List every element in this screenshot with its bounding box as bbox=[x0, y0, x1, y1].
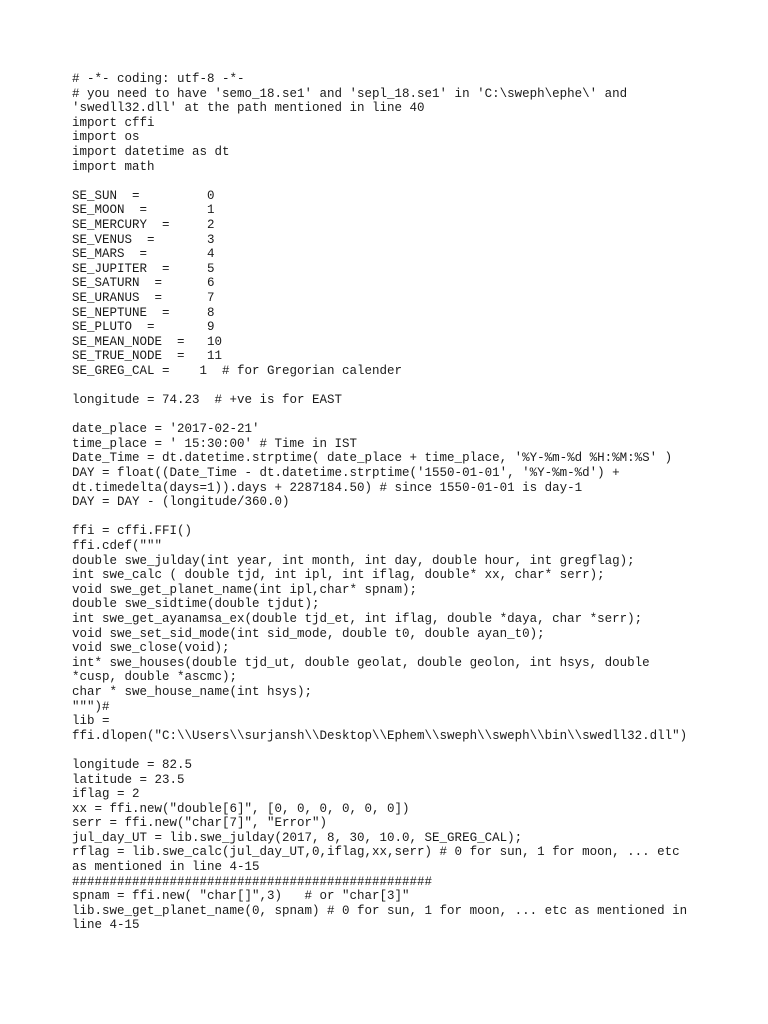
code-line: date_place = '2017-02-21' bbox=[72, 422, 260, 437]
code-line: SE_SATURN = 6 bbox=[72, 276, 215, 291]
code-line: import cffi bbox=[72, 115, 155, 130]
code-line: SE_SUN = 0 bbox=[72, 188, 215, 203]
code-line: xx = ffi.new("double[6]", [0, 0, 0, 0, 0, 0]) bbox=[72, 801, 410, 816]
code-line: SE_PLUTO = 9 bbox=[72, 320, 215, 335]
code-line: SE_MARS = 4 bbox=[72, 247, 215, 262]
code-line: """)# bbox=[72, 699, 110, 714]
code-line: longitude = 82.5 bbox=[72, 757, 193, 772]
code-line: void swe_set_sid_mode(int sid_mode, double t0, double ayan_t0); bbox=[72, 626, 545, 641]
code-line: import datetime as dt bbox=[72, 144, 230, 159]
code-line: 'swedll32.dll' at the path mentioned in line 40 bbox=[72, 101, 425, 116]
code-line: ################################################ bbox=[72, 874, 433, 889]
code-line: # -*- coding: utf-8 -*- bbox=[72, 72, 245, 86]
code-line bbox=[72, 743, 687, 758]
code-line bbox=[72, 408, 687, 423]
code-line: # you need to have 'semo_18.se1' and 'sepl_18.se1' in 'C:\sweph\ephe\' and bbox=[72, 86, 628, 101]
code-line: longitude = 74.23 # +ve is for EAST bbox=[72, 393, 343, 408]
code-line: int* swe_houses(double tjd_ut, double geolat, double geolon, int hsys, double bbox=[72, 655, 650, 670]
code-line: SE_VENUS = 3 bbox=[72, 232, 215, 247]
code-line: rflag = lib.swe_calc(jul_day_UT,0,iflag,xx,serr) # 0 for sun, 1 for moon, ... etc bbox=[72, 845, 680, 860]
code-line: lib = bbox=[72, 714, 110, 729]
code-line: DAY = float((Date_Time - dt.datetime.strptime('1550-01-01', '%Y-%m-%d') + bbox=[72, 466, 620, 481]
code-line bbox=[72, 378, 687, 393]
code-line: char * swe_house_name(int hsys); bbox=[72, 684, 313, 699]
code-line: SE_MOON = 1 bbox=[72, 203, 215, 218]
code-line: SE_MERCURY = 2 bbox=[72, 217, 215, 232]
code-line: dt.timedelta(days=1)).days + 2287184.50) # since 1550-01-01 is day-1 bbox=[72, 480, 583, 495]
code-line: int swe_calc ( double tjd, int ipl, int iflag, double* xx, char* serr); bbox=[72, 568, 605, 583]
code-line: int swe_get_ayanamsa_ex(double tjd_et, int iflag, double *daya, char *serr); bbox=[72, 611, 643, 626]
code-line: SE_URANUS = 7 bbox=[72, 290, 215, 305]
code-line: time_place = ' 15:30:00' # Time in IST bbox=[72, 436, 358, 451]
code-line: DAY = DAY - (longitude/360.0) bbox=[72, 495, 290, 510]
code-line: serr = ffi.new("char[7]", "Error") bbox=[72, 816, 328, 831]
code-line: lib.swe_get_planet_name(0, spnam) # 0 for sun, 1 for moon, ... etc as mentioned in bbox=[72, 903, 688, 918]
code-line: SE_JUPITER = 5 bbox=[72, 261, 215, 276]
code-line: import os bbox=[72, 130, 140, 145]
code-line: void swe_close(void); bbox=[72, 641, 230, 656]
code-line: ffi.cdef(""" bbox=[72, 539, 163, 553]
code-line: Date_Time = dt.datetime.strptime( date_place + time_place, '%Y-%m-%d %H:%M:%S' ) bbox=[72, 451, 673, 466]
code-line: latitude = 23.5 bbox=[72, 772, 185, 787]
code-line: spnam = ffi.new( "char[]",3) # or "char[3]" bbox=[72, 889, 410, 904]
code-line: void swe_get_planet_name(int ipl,char* spnam); bbox=[72, 582, 418, 597]
code-line: SE_GREG_CAL = 1 # for Gregorian calender bbox=[72, 363, 403, 378]
code-line: ffi = cffi.FFI() bbox=[72, 524, 193, 539]
code-line: as mentioned in line 4-15 bbox=[72, 860, 260, 875]
code-line bbox=[72, 174, 687, 189]
code-line: SE_MEAN_NODE = 10 bbox=[72, 334, 223, 349]
code-line: iflag = 2 bbox=[72, 787, 140, 802]
code-line bbox=[72, 510, 687, 525]
code-line: *cusp, double *ascmc); bbox=[72, 670, 238, 685]
code-line: ffi.dlopen("C:\\Users\\surjansh\\Desktop\\Ephem\\sweph\\sweph\\bin\\swedll32.dll") bbox=[72, 728, 688, 743]
code-line: line 4-15 bbox=[72, 918, 140, 933]
code-line: double swe_julday(int year, int month, int day, double hour, int gregflag); bbox=[72, 553, 635, 568]
code-line: SE_NEPTUNE = 8 bbox=[72, 305, 215, 320]
code-line: import math bbox=[72, 159, 155, 174]
code-line: jul_day_UT = lib.swe_julday(2017, 8, 30, 10.0, SE_GREG_CAL); bbox=[72, 830, 523, 845]
code-listing bbox=[72, 72, 687, 933]
code-line: double swe_sidtime(double tjdut); bbox=[72, 597, 320, 612]
code-line: SE_TRUE_NODE = 11 bbox=[72, 349, 223, 364]
